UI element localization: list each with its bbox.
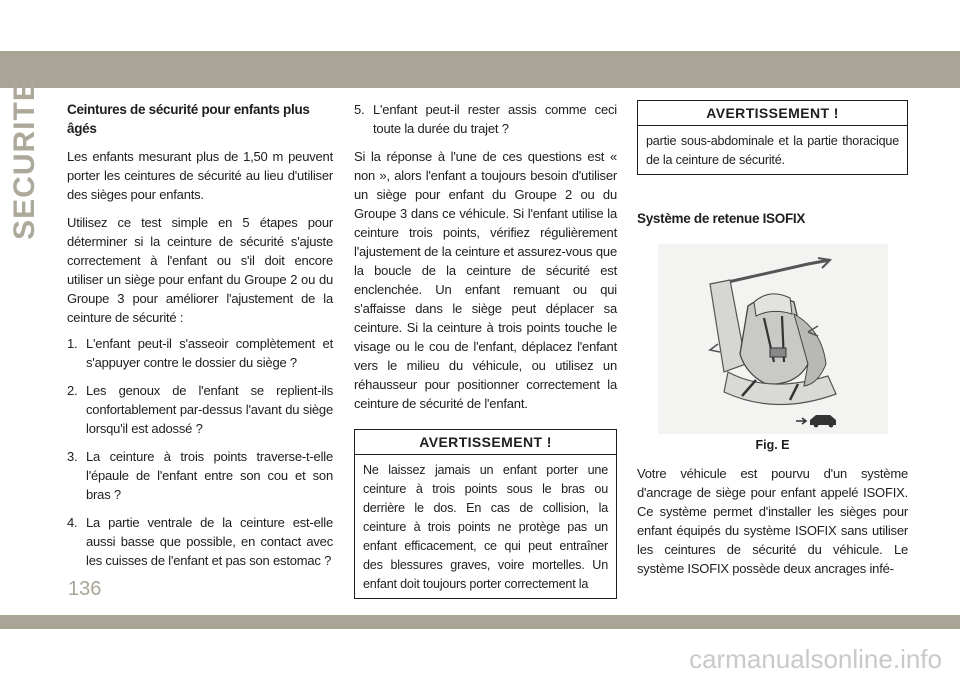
warning-box-continued: [637, 100, 908, 175]
section-tab: [4, 80, 46, 240]
column-3: [637, 100, 908, 578]
warning-text: partie sous-abdominale et la partie thoracique de la ceinture de sécurité.: [646, 134, 899, 167]
warning-title: AVERTISSEMENT !: [638, 101, 907, 126]
steps-list: [67, 334, 333, 570]
list-item: 1. L'enfant peut-il s'asseoir complètement et s'appuyer contre le dossier du siège ?: [67, 336, 333, 370]
list-item: 5. L'enfant peut-il rester assis comme ceci toute la durée du trajet ?: [354, 102, 617, 136]
figure-caption: Fig. E: [755, 438, 790, 452]
paragraph-answer-no: Si la réponse à l'une de ces questions est « non », alors l'enfant a toujours besoin d'utiliser un siège pour enfant du Groupe 2 ou du Groupe 3 dans ce véhicule. Si l'enfant utilise la ceinture trois points, vérifiez régulièrement l'ajustement de la ceinture et assurez-vous que la boucle de la ceinture de sécurité est enclenchée. Un enfant remuant ou qui s'affaisse dans le siège peut déplacer sa ceinture. Si la ceinture à trois points touche le visage ou le cou de l'enfant, déplacez l'enfant vers le milieu du véhicule, ou utilisez un réhausseur pour positionner correctement la ceinture de sécurité de l'enfant.: [354, 149, 617, 411]
paragraph-height-rule: Les enfants mesurant plus de 1,50 m peuvent porter les ceintures de sécurité au lieu d'utiliser des sièges pour enfants.: [67, 149, 333, 202]
warning-text: Ne laissez jamais un enfant porter une ceinture à trois points sous le bras ou derrière le dos. En cas de collision, la ceinture à trois points ne protège pas un enfant efficacement, ce qui peut entraîner des blessures graves, voire mortelles. Un enfant doit toujours porter correctement la: [363, 463, 608, 591]
warning-box: [354, 429, 617, 599]
column-1: [67, 100, 333, 579]
heading-older-children: Ceintures de sécurité pour enfants plus âgés: [67, 102, 310, 136]
section-label: SECURITE: [8, 80, 41, 240]
heading-isofix: Système de retenue ISOFIX: [637, 211, 806, 226]
column-2: [354, 100, 617, 599]
list-item: 2. Les genoux de l'enfant se replient-ils confortablement par-dessus l'avant du siège lorsqu'il est adossé ?: [67, 383, 333, 436]
list-item: 3. La ceinture à trois points traverse-t-elle l'épaule de l'enfant entre son cou et son bras ?: [67, 449, 333, 502]
paragraph-isofix: Votre véhicule est pourvu d'un système d'ancrage de siège pour enfant appelé ISOFIX. Ce système permet d'installer les sièges pour enfant équipés du système ISOFIX sans utiliser les ceintures de sécurité du véhicule. Le système ISOFIX possède deux ancrages infé-: [637, 466, 908, 576]
watermark: carmanualsonline.info: [689, 644, 942, 674]
warning-title: AVERTISSEMENT !: [355, 430, 616, 455]
footer-band: [0, 615, 960, 629]
page-number: 136: [68, 578, 102, 600]
steps-list-continued: [354, 100, 617, 138]
header-band: [0, 51, 960, 88]
vehicle-direction-icon: [796, 415, 836, 427]
child-seat-illustration: [658, 244, 888, 434]
paragraph-five-step-test: Utilisez ce test simple en 5 étapes pour déterminer si la ceinture de sécurité s'ajuste correctement à l'enfant ou s'il doit encore utiliser un siège pour enfant du Groupe 2 ou du Groupe 3 pour améliorer l'ajustement de la ceinture de sécurité :: [67, 215, 333, 325]
list-item: 4. La partie ventrale de la ceinture est-elle aussi basse que possible, en contact avec les cuisses de l'enfant et pas son estomac ?: [67, 515, 333, 568]
figure-isofix-seat: [658, 244, 888, 434]
